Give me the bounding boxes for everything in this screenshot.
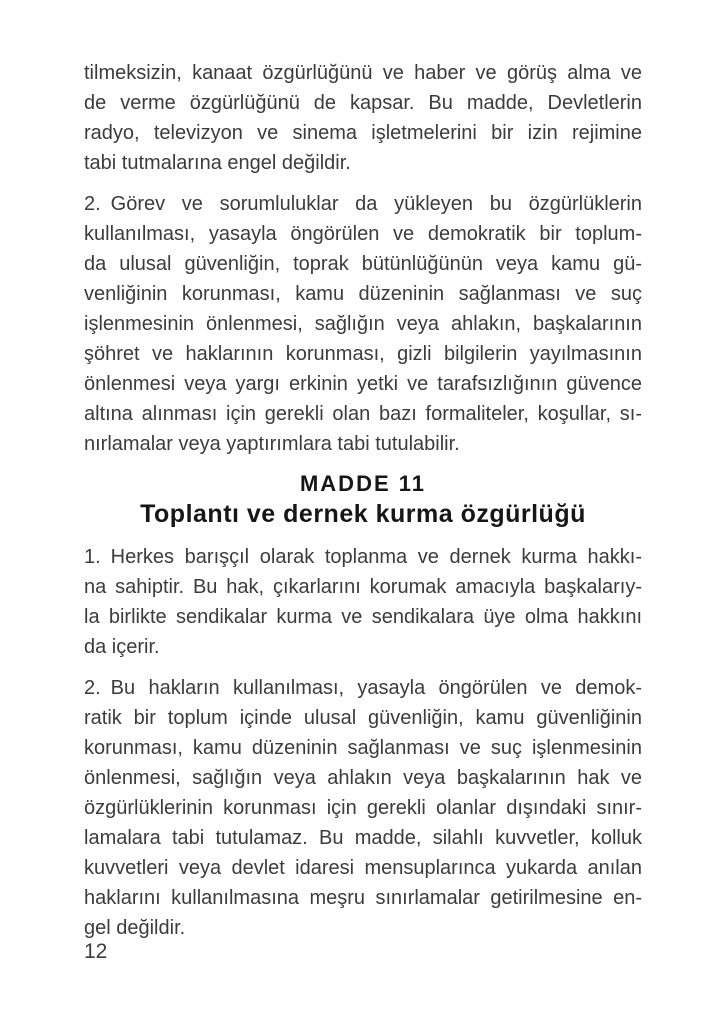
text-line: 1. Herkes barışçıl olarak toplanma ve dernek kurma hakkı- bbox=[84, 546, 642, 568]
text-line: 2. Bu hakların kullanılması, yasayla öngörülen ve demok- bbox=[84, 677, 642, 699]
text-line: nırlamalar veya yaptırımlara tabi tutulabilir. bbox=[84, 433, 460, 455]
text-line: na sahiptir. Bu hak, çıkarlarını korumak amacıyla başkalarıy- bbox=[84, 576, 642, 598]
text-line: korunması, kamu düzeninin sağlanması ve suç işlenmesinin bbox=[84, 737, 642, 759]
text-line: venliğinin korunması, kamu düzeninin sağlanması ve suç bbox=[84, 283, 642, 305]
text-line: işlenmesinin önlenmesi, sağlığın veya ahlakın, başkalarının bbox=[84, 313, 642, 335]
page-number: 12 bbox=[84, 940, 108, 963]
text-line: tabi tutmalarına engel değildir. bbox=[84, 152, 351, 174]
text-line: altına alınması için gerekli olan bazı formaliteler, koşullar, sı- bbox=[84, 403, 642, 425]
text-line: kuvvetleri veya devlet idaresi mensuplarınca yukarda anılan bbox=[84, 857, 642, 879]
paragraph-article11-clause1 bbox=[84, 542, 642, 662]
text-line: şöhret ve haklarının korunması, gizli bilgilerin yayılmasının bbox=[84, 343, 642, 365]
text-line: ratik bir toplum içinde ulusal güvenliğin, kamu güvenliğinin bbox=[84, 707, 642, 729]
text-line: da ulusal güvenliğin, toprak bütünlüğünün veya kamu gü- bbox=[84, 253, 642, 275]
text-line: gel değildir. bbox=[84, 917, 186, 939]
paragraph-continuation bbox=[84, 58, 642, 178]
paragraph-article11-clause2 bbox=[84, 673, 642, 943]
text-line: la birlikte sendikalar kurma ve sendikalara üye olma hakkını bbox=[84, 606, 642, 628]
text-line: lamalara tabi tutulamaz. Bu madde, silahlı kuvvetler, kolluk bbox=[84, 827, 642, 849]
text-line: 2. Görev ve sorumluluklar da yükleyen bu özgürlüklerin bbox=[84, 193, 642, 215]
text-line: haklarını kullanılmasına meşru sınırlamalar getirilmesine en- bbox=[84, 887, 642, 909]
text-line: önlenmesi veya yargı erkinin yetki ve tarafsızlığının güvence bbox=[84, 373, 642, 395]
page-content bbox=[84, 58, 642, 954]
paragraph-article10-clause2 bbox=[84, 189, 642, 459]
text-line: kullanılması, yasayla öngörülen ve demokratik bir toplum- bbox=[84, 223, 642, 245]
text-line: da içerir. bbox=[84, 636, 160, 658]
text-line: özgürlüklerinin korunması için gerekli olanlar dışındaki sınır- bbox=[84, 797, 642, 819]
text-line: radyo, televizyon ve sinema işletmelerini bir izin rejimine bbox=[84, 122, 642, 144]
article-title-heading: Toplantı ve dernek kurma özgürlüğü bbox=[140, 500, 586, 528]
text-line: önlenmesi, sağlığın veya ahlakın veya başkalarının hak ve bbox=[84, 767, 642, 789]
text-line: tilmeksizin, kanaat özgürlüğünü ve haber ve görüş alma ve bbox=[84, 62, 642, 84]
text-line: de verme özgürlüğünü de kapsar. Bu madde, Devletlerin bbox=[84, 92, 642, 114]
article-number-heading: MADDE 11 bbox=[299, 471, 427, 496]
